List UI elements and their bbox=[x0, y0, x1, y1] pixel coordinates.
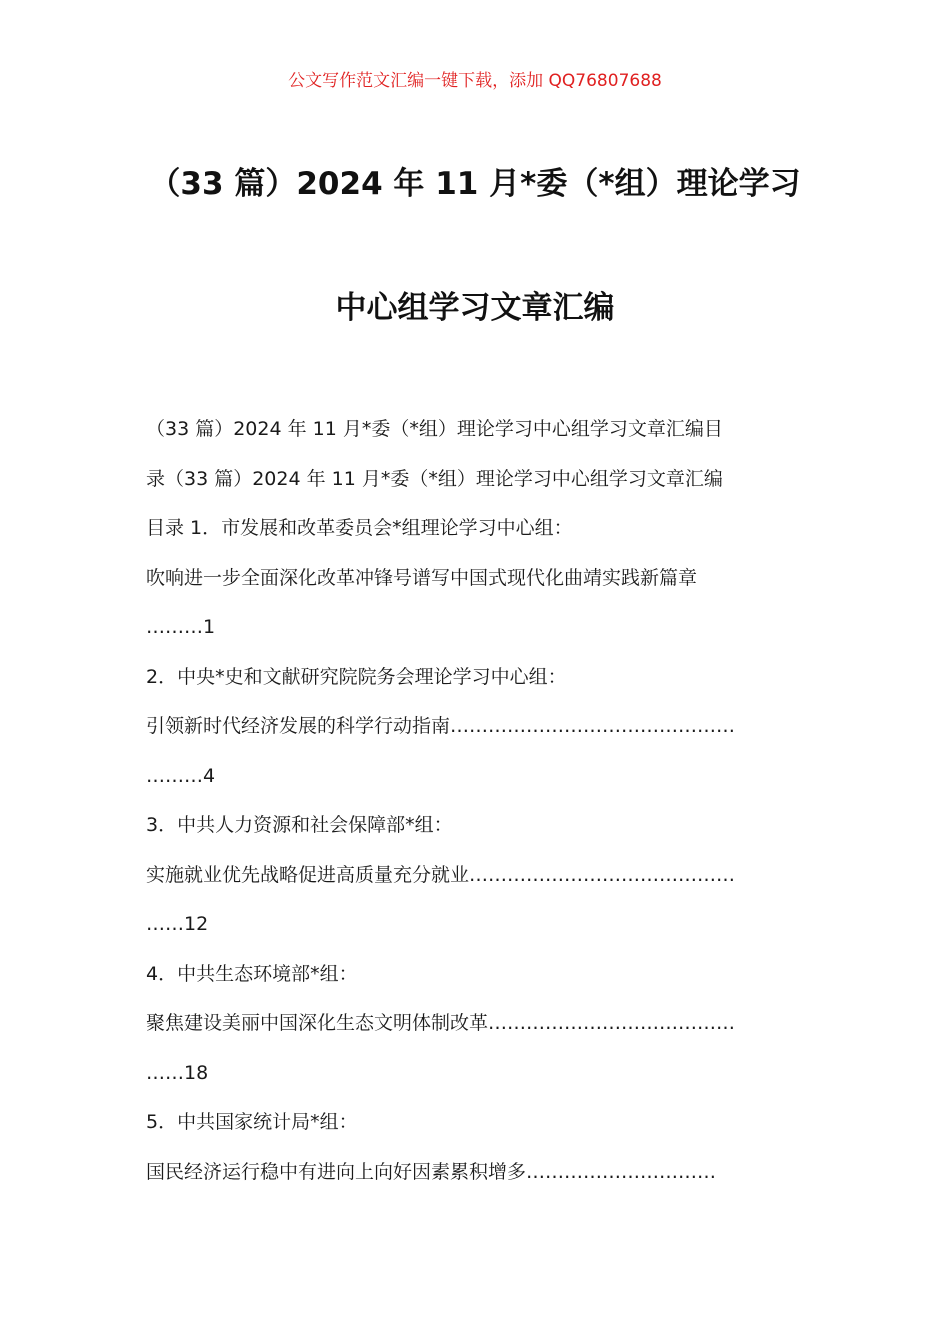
toc-entry-3-title[interactable]: 实施就业优先战略促进高质量充分就业…………………………………… bbox=[146, 863, 736, 886]
toc-entry-2-org[interactable]: 2．中央*史和文献研究院院务会理论学习中心组： bbox=[146, 665, 567, 688]
download-watermark: 公文写作范文汇编一键下载，添加 QQ76807688 bbox=[288, 71, 662, 91]
toc-entry-3-org[interactable]: 3．中共人力资源和社会保障部*组： bbox=[146, 814, 453, 836]
toc-entry-1-page[interactable]: ………1 bbox=[146, 616, 216, 638]
document-title-line-1: （33 篇）2024 年 11 月*委（*组）理论学习 bbox=[149, 166, 801, 202]
toc-entry-5-org[interactable]: 5．中共国家统计局*组： bbox=[146, 1111, 358, 1133]
toc-entry-4-title[interactable]: 聚焦建设美丽中国深化生态文明体制改革………………………………… bbox=[146, 1012, 736, 1034]
intro-line-2: 录（33 篇）2024 年 11 月*委（*组）理论学习中心组学习文章汇编 bbox=[146, 467, 723, 490]
toc-entry-4-org[interactable]: 4．中共生态环境部*组： bbox=[146, 962, 358, 985]
toc-entry-1-title[interactable]: 吹响进一步全面深化改革冲锋号谱写中国式现代化曲靖实践新篇章 bbox=[146, 566, 698, 589]
toc-entry-5-title[interactable]: 国民经济运行稳中有进向上向好因素累积增多………………………… bbox=[146, 1160, 717, 1183]
toc-entry-2-title[interactable]: 引领新时代经济发展的科学行动指南……………………………………… bbox=[146, 715, 736, 737]
document-title-line-2: 中心组学习文章汇编 bbox=[335, 290, 615, 326]
toc-entry-3-page[interactable]: ……12 bbox=[146, 913, 209, 935]
table-of-contents bbox=[146, 411, 806, 1203]
intro-line-3: 目录 1．市发展和改革委员会*组理论学习中心组： bbox=[146, 517, 573, 539]
toc-entry-2-page[interactable]: ………4 bbox=[146, 764, 216, 787]
intro-line-1: （33 篇）2024 年 11 月*委（*组）理论学习中心组学习文章汇编目 bbox=[146, 418, 723, 440]
toc-entry-4-page[interactable]: ……18 bbox=[146, 1061, 209, 1084]
